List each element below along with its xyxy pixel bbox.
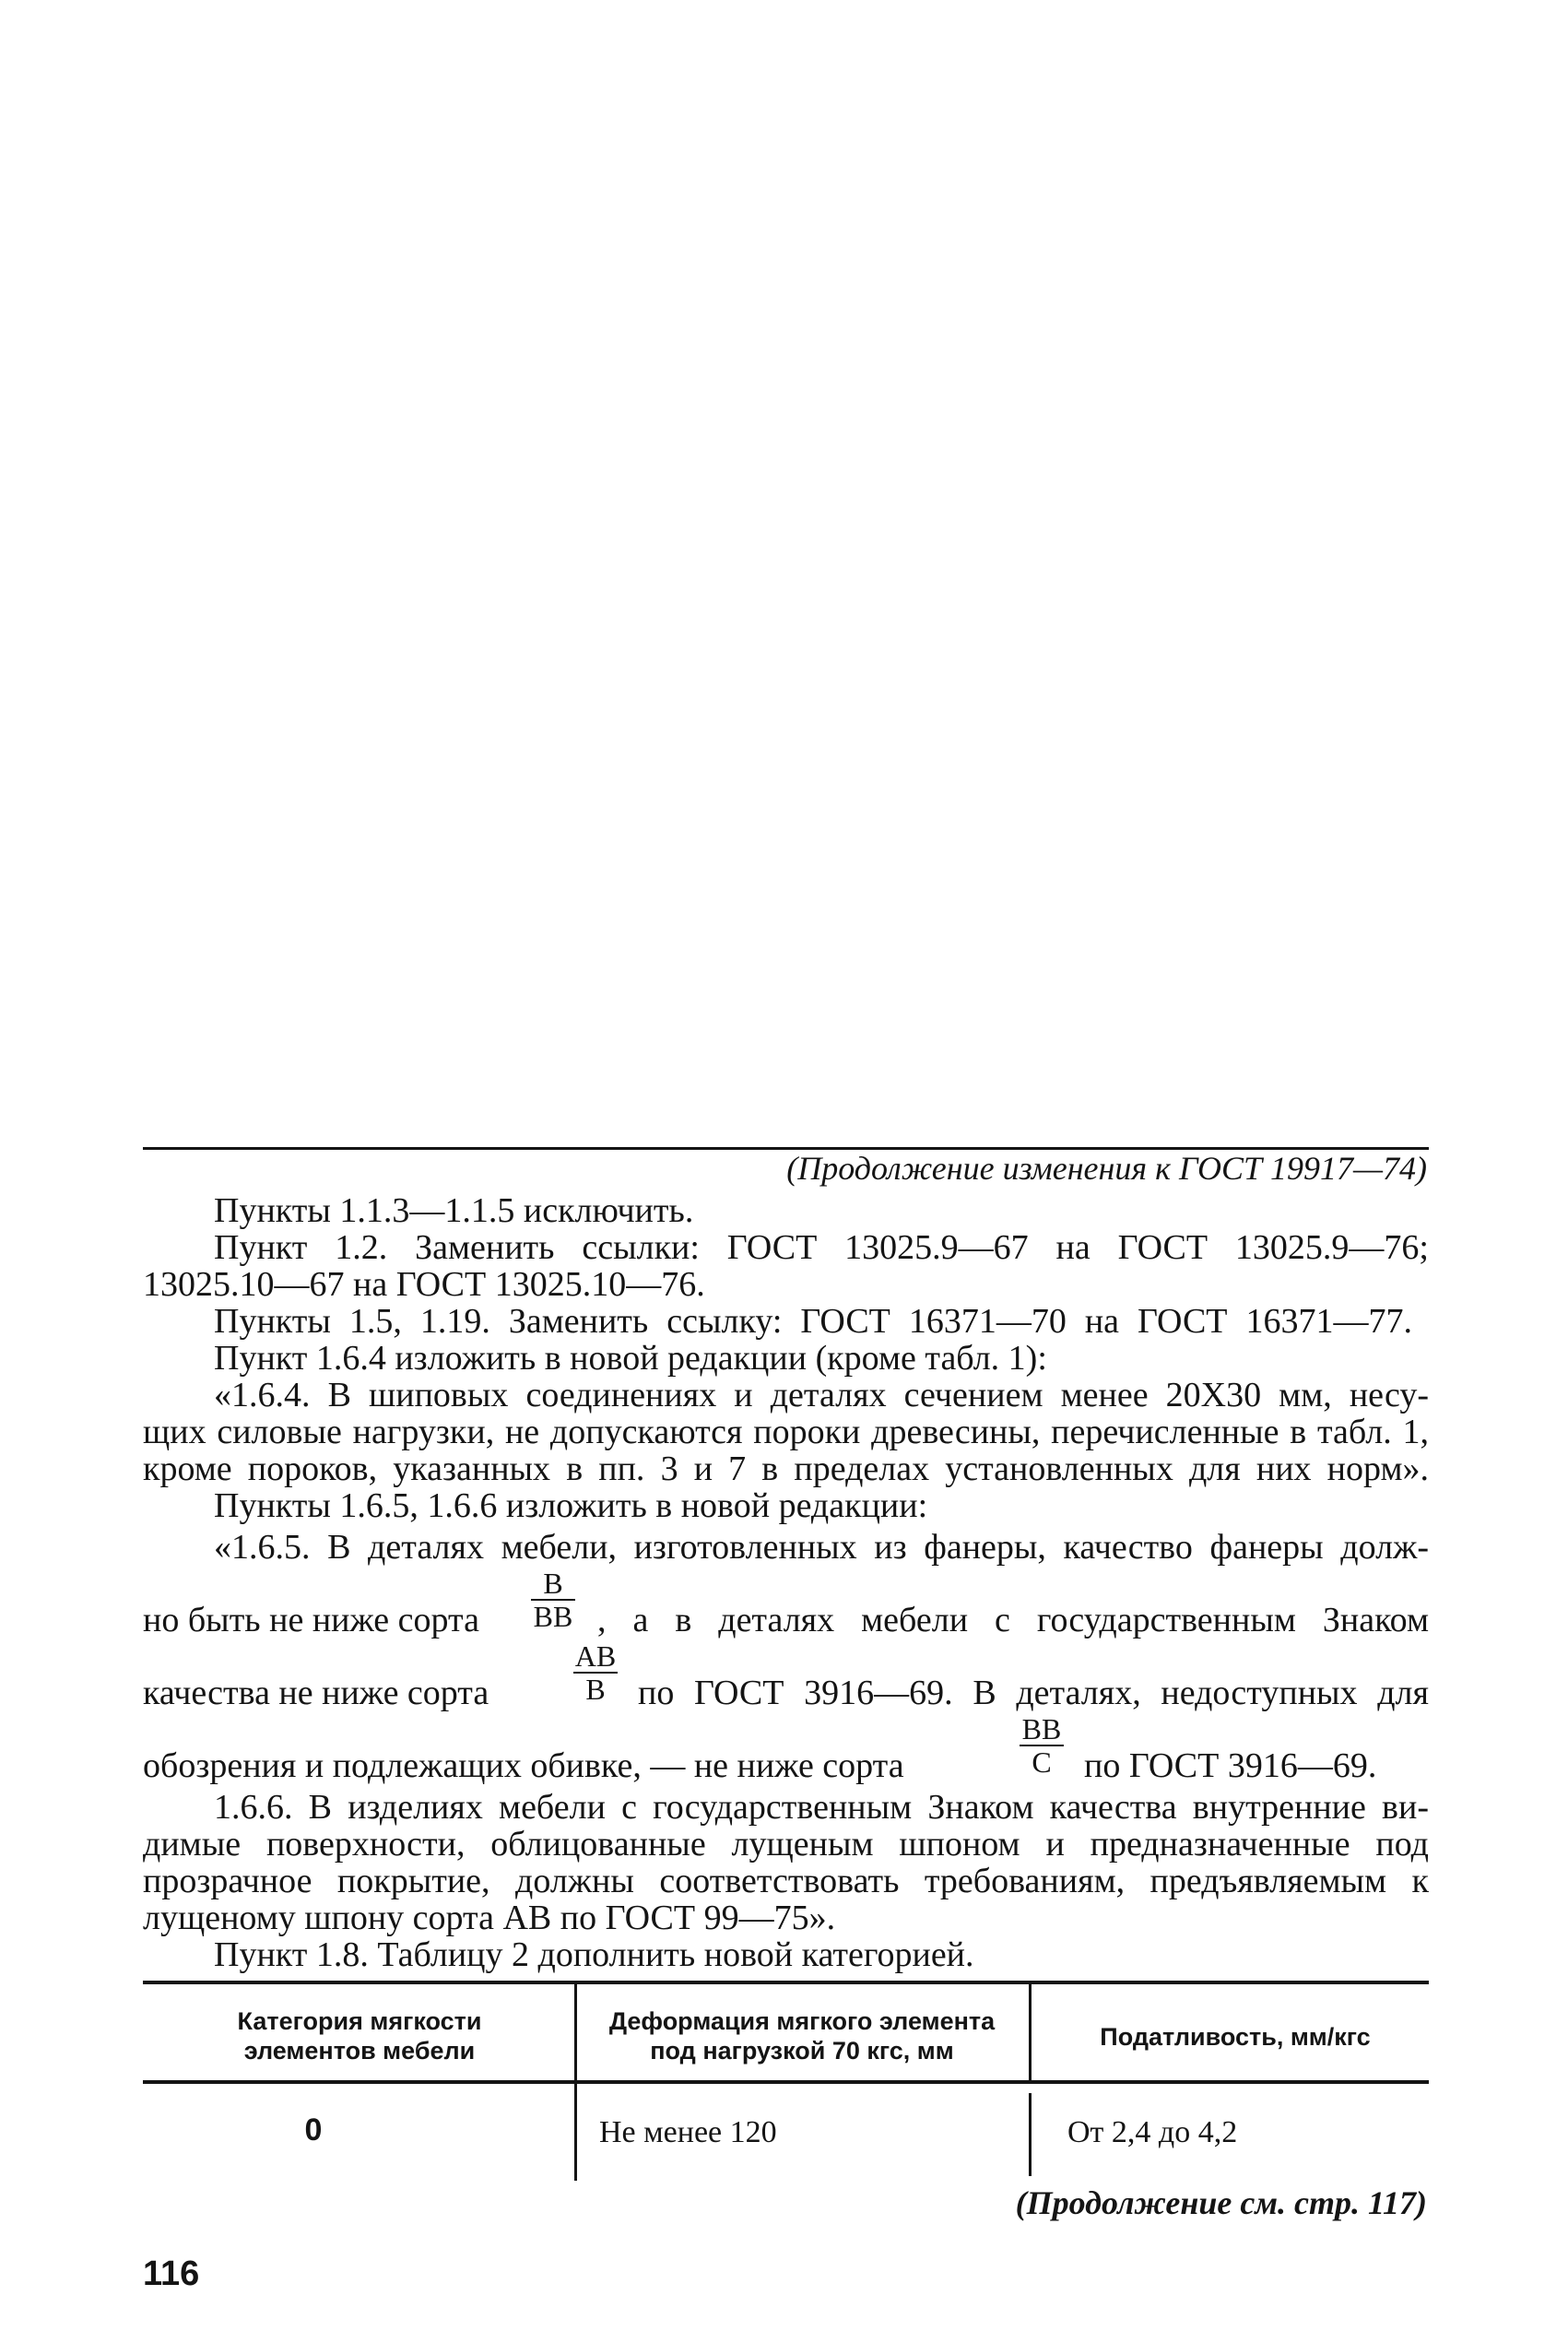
fraction-numerator: АВ [574, 1639, 617, 1673]
table-cell-category: 0 [304, 2112, 323, 2148]
table-cell-deformation: Не менее 120 [599, 2115, 777, 2149]
table-column-divider [574, 2084, 577, 2181]
table-header-rule [143, 2080, 1429, 2084]
table-column-divider [574, 1984, 577, 2081]
text-line: кроме пороков, указанных в пп. 3 и 7 в пределах установленных для них норм». [143, 1449, 1429, 1488]
fraction-numerator: ВВ [1021, 1712, 1062, 1745]
text-line: Пункты 1.1.3—1.1.5 исключить. [214, 1191, 694, 1230]
text-line: прозрачное покрытие, должны соответствовать требованиям, предъявляемым к [143, 1862, 1429, 1900]
text-line: Пункты 1.6.5, 1.6.6 изложить в новой редакции: [214, 1486, 928, 1525]
text-line: лущеному шпону сорта АВ по ГОСТ 99—75». [143, 1899, 836, 1937]
text-line: по ГОСТ 3916—69. [1084, 1746, 1377, 1785]
continuation-footer-note: (Продолжение см. стр. 117) [1015, 2184, 1427, 2221]
text-line: «1.6.5. В деталях мебели, изготовленных из фанеры, качество фанеры долж- [214, 1528, 1429, 1567]
fraction-numerator: В [543, 1567, 563, 1600]
text-line: димые поверхности, облицованные лущеным шпоном и предназначенные под [143, 1825, 1429, 1864]
table-header-cell: Податливость, мм/кгс [1100, 2023, 1371, 2051]
text-line: по ГОСТ 3916—69. В деталях, недоступных для [638, 1674, 1429, 1712]
text-line: но быть не ниже сорта [143, 1601, 479, 1639]
fraction-denominator: ВВ [533, 1600, 573, 1633]
fraction-denominator: В [585, 1673, 606, 1706]
text-line: Пункт 1.8. Таблицу 2 дополнить новой категорией. [214, 1935, 974, 1974]
text-line: «1.6.4. В шиповых соединениях и деталях сечением менее 20Х30 мм, несу- [214, 1376, 1429, 1414]
page-number: 116 [143, 2254, 200, 2293]
text-line: 13025.10—67 на ГОСТ 13025.10—76. [143, 1265, 705, 1304]
table-column-divider [1029, 2093, 1032, 2176]
text-line: Пункт 1.2. Заменить ссылки: ГОСТ 13025.9—67 на ГОСТ 13025.9—76; [214, 1228, 1429, 1267]
table-header-cell: Категория мягкости элементов мебели [237, 2007, 482, 2065]
table-column-divider [1029, 1984, 1032, 2081]
table-cell-compliance: От 2,4 до 4,2 [1067, 2115, 1238, 2149]
fraction-denominator: С [1032, 1745, 1052, 1779]
text-line: качества не ниже сорта [143, 1674, 489, 1712]
fraction-grade-bb-c [1016, 1713, 1067, 1778]
text-line: , а в деталях мебели с государственным Знаком [597, 1601, 1429, 1639]
text-line: Пункт 1.6.4 изложить в новой редакции (кроме табл. 1): [214, 1339, 1047, 1378]
fraction-grade-ab-b [570, 1640, 621, 1705]
text-line: щих силовые нагрузки, не допускаются пороки древесины, перечисленные в табл. 1, [143, 1413, 1429, 1451]
text-line: обозрения и подлежащих обивке, — не ниже сорта [143, 1746, 904, 1785]
text-line: Пункты 1.5, 1.19. Заменить ссылку: ГОСТ 16371—70 на ГОСТ 16371—77. [214, 1302, 1412, 1341]
text-line: 1.6.6. В изделиях мебели с государственным Знаком качества внутренние ви- [214, 1788, 1429, 1827]
table-top-rule [143, 1981, 1429, 1984]
fraction-grade-b-bb [527, 1568, 579, 1632]
continuation-header: (Продолжение изменения к ГОСТ 19917—74) [786, 1150, 1427, 1187]
table-header-cell: Деформация мягкого элемента под нагрузкой 70 кгс, мм [608, 2007, 996, 2065]
